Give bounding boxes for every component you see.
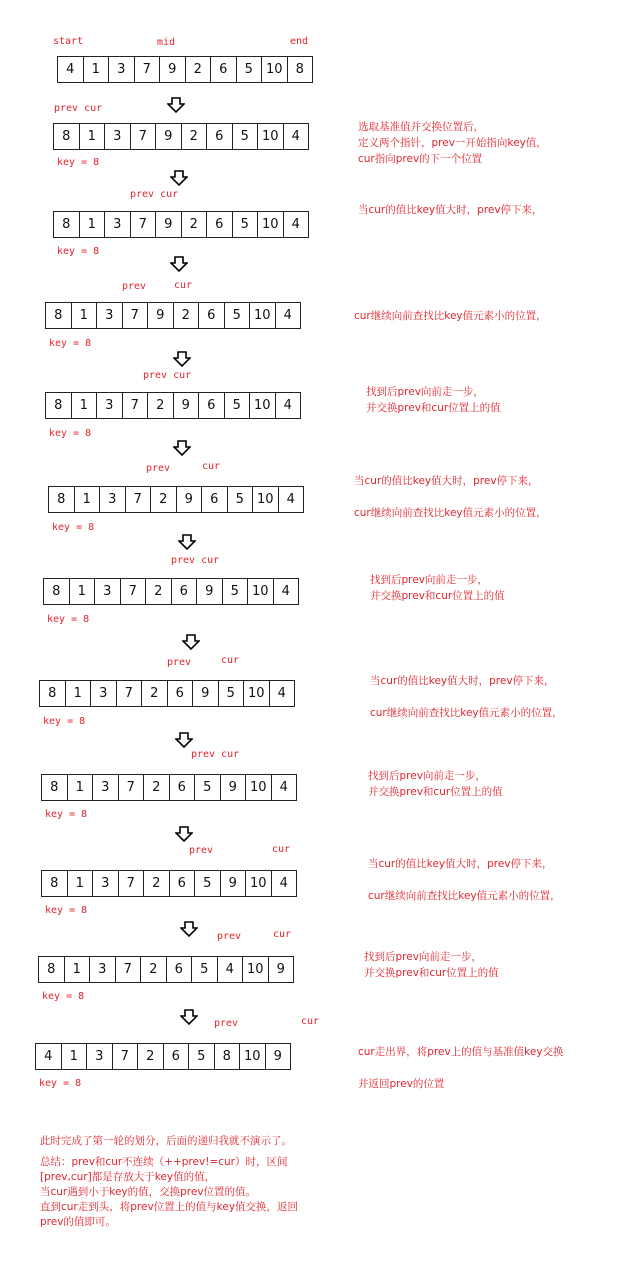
array-cell: 7: [135, 57, 161, 83]
array-cell: 3: [87, 1044, 113, 1070]
array-cell: 9: [156, 212, 182, 238]
cur-pointer-label: cur: [174, 280, 193, 291]
key-label: key = 8: [45, 905, 88, 916]
array-cell: 9: [174, 393, 200, 419]
array-cell: 10: [250, 393, 276, 419]
array-cell: 5: [192, 957, 218, 983]
array-cell: 4: [284, 124, 310, 150]
array-cell: 4: [218, 957, 244, 983]
array-cell: 2: [144, 775, 170, 801]
array-cell: 9: [193, 681, 219, 707]
prev-pointer-label: prev: [217, 931, 242, 942]
array-cell: 2: [186, 57, 212, 83]
array-cell: 1: [68, 871, 94, 897]
array-cell: 2: [151, 487, 177, 513]
step-note: 找到后prev向前走一步， 并交换prev和cur位置上的值: [364, 951, 499, 979]
array-row-initial: [57, 56, 313, 83]
summary-line-1: 此时完成了第一轮的划分，后面的递归我就不演示了。: [40, 1135, 292, 1147]
array-cell: 9: [160, 57, 186, 83]
array-cell: 6: [164, 1044, 190, 1070]
array-cell: 7: [119, 775, 145, 801]
array-row-step-5: [48, 486, 304, 513]
array-cell: 2: [174, 303, 200, 329]
key-label: key = 8: [43, 716, 86, 727]
array-cell: 7: [123, 303, 149, 329]
array-cell: 5: [233, 212, 259, 238]
array-cell: 3: [109, 57, 135, 83]
array-cell: 6: [202, 487, 228, 513]
key-label: key = 8: [42, 991, 85, 1002]
summary-text: [40, 1134, 320, 1230]
key-label: key = 8: [57, 157, 100, 168]
array-row-step-11: [35, 1043, 291, 1070]
pointer-labels: prev cur: [171, 555, 220, 566]
down-arrow-icon: [180, 1009, 198, 1025]
key-label: key = 8: [49, 338, 92, 349]
array-cell: 6: [207, 124, 233, 150]
array-cell: 4: [276, 303, 302, 329]
array-row-step-7: [39, 680, 295, 707]
array-cell: 10: [246, 775, 272, 801]
array-cell: 7: [121, 579, 147, 605]
array-cell: 8: [42, 871, 68, 897]
pointer-labels: prev cur: [130, 189, 179, 200]
down-arrow-icon: [182, 634, 200, 650]
array-cell: 8: [46, 393, 72, 419]
array-cell: 4: [279, 487, 305, 513]
array-cell: 5: [233, 124, 259, 150]
array-cell: 8: [215, 1044, 241, 1070]
step-note: 当cur的值比key值大时，prev停下来， cur继续向前查找比key值元素小的位置，: [368, 858, 561, 902]
array-cell: 9: [197, 579, 223, 605]
step-note: cur继续向前查找比key值元素小的位置，: [354, 310, 547, 322]
down-arrow-icon: [173, 351, 191, 367]
key-label: key = 8: [45, 809, 88, 820]
array-cell: 5: [195, 775, 221, 801]
array-cell: 10: [262, 57, 288, 83]
pointer-labels: prev cur: [54, 103, 103, 114]
array-cell: 7: [117, 681, 143, 707]
array-row-step-2: [53, 211, 309, 238]
array-cell: 7: [116, 957, 142, 983]
array-cell: 10: [240, 1044, 266, 1070]
array-cell: 8: [40, 681, 66, 707]
array-cell: 3: [91, 681, 117, 707]
array-cell: 1: [72, 303, 98, 329]
array-cell: 4: [284, 212, 310, 238]
array-cell: 10: [253, 487, 279, 513]
cur-pointer-label: cur: [272, 844, 291, 855]
step-note: 当cur的值比key值大时，prev停下来，: [358, 204, 543, 216]
array-cell: 9: [221, 775, 247, 801]
prev-pointer-label: prev: [122, 281, 147, 292]
array-cell: 2: [148, 393, 174, 419]
array-cell: 5: [219, 681, 245, 707]
array-cell: 9: [148, 303, 174, 329]
array-cell: 7: [113, 1044, 139, 1070]
array-cell: 6: [199, 393, 225, 419]
array-cell: 6: [168, 681, 194, 707]
array-cell: 3: [90, 957, 116, 983]
end-pointer-label: end: [290, 36, 309, 47]
array-cell: 5: [223, 579, 249, 605]
array-cell: 4: [276, 393, 302, 419]
array-cell: 5: [225, 393, 251, 419]
key-label: key = 8: [47, 614, 90, 625]
array-row-step-10: [38, 956, 294, 983]
cur-pointer-label: cur: [221, 655, 240, 666]
array-cell: 10: [258, 124, 284, 150]
array-cell: 10: [248, 579, 274, 605]
array-cell: 4: [270, 681, 296, 707]
array-row-step-4: [45, 392, 301, 419]
array-row-step-9: [41, 870, 297, 897]
array-cell: 1: [70, 579, 96, 605]
array-cell: 3: [93, 871, 119, 897]
array-cell: 8: [39, 957, 65, 983]
start-pointer-label: start: [53, 36, 84, 47]
array-cell: 5: [225, 303, 251, 329]
array-cell: 8: [54, 124, 80, 150]
array-row-step-3: [45, 302, 301, 329]
step-note: 找到后prev向前走一步， 并交换prev和cur位置上的值: [366, 386, 501, 414]
array-cell: 9: [221, 871, 247, 897]
step-note: 当cur的值比key值大时，prev停下来， cur继续向前查找比key值元素小的位置，: [354, 475, 547, 519]
array-row-step-8: [41, 774, 297, 801]
array-cell: 9: [266, 1044, 292, 1070]
pointer-labels: prev cur: [191, 749, 240, 760]
cur-pointer-label: cur: [273, 929, 292, 940]
array-cell: 10: [258, 212, 284, 238]
array-cell: 5: [189, 1044, 215, 1070]
prev-pointer-label: prev: [214, 1018, 239, 1029]
array-cell: 2: [144, 871, 170, 897]
pointer-labels: prev cur: [143, 370, 192, 381]
array-cell: 4: [272, 871, 298, 897]
array-cell: 7: [119, 871, 145, 897]
array-cell: 2: [138, 1044, 164, 1070]
array-cell: 1: [65, 957, 91, 983]
array-cell: 4: [274, 579, 300, 605]
array-cell: 2: [141, 957, 167, 983]
array-cell: 10: [250, 303, 276, 329]
array-cell: 1: [84, 57, 110, 83]
array-cell: 7: [131, 124, 157, 150]
array-cell: 1: [80, 124, 106, 150]
step-note: 找到后prev向前走一步， 并交换prev和cur位置上的值: [370, 574, 505, 602]
array-cell: 6: [167, 957, 193, 983]
array-cell: 9: [269, 957, 295, 983]
key-label: key = 8: [49, 428, 92, 439]
array-cell: 8: [54, 212, 80, 238]
array-cell: 4: [58, 57, 84, 83]
array-cell: 8: [46, 303, 72, 329]
summary-line-2: 总结：prev和cur不连续（++prev!=cur）时，区间[prev,cur]都是存放大于key值的值， 当cur遇到小于key的值，交换prev位置的值。 直到cur走到头，将prev位置上的值与key值交换，返回prev的值即可。: [40, 1156, 299, 1228]
array-cell: 9: [177, 487, 203, 513]
step-note: cur走出界，将prev上的值与基准值key交换 并返回prev的位置: [358, 1046, 564, 1090]
array-cell: 2: [146, 579, 172, 605]
array-cell: 7: [126, 487, 152, 513]
array-cell: 1: [66, 681, 92, 707]
array-cell: 3: [105, 212, 131, 238]
array-cell: 3: [97, 303, 123, 329]
array-cell: 9: [156, 124, 182, 150]
array-cell: 8: [44, 579, 70, 605]
array-cell: 6: [211, 57, 237, 83]
down-arrow-icon: [178, 534, 196, 550]
step-note: 当cur的值比key值大时，prev停下来， cur继续向前查找比key值元素小的位置，: [370, 675, 563, 719]
array-cell: 3: [100, 487, 126, 513]
prev-pointer-label: prev: [189, 845, 214, 856]
mid-pointer-label: mid: [157, 37, 176, 48]
array-cell: 3: [95, 579, 121, 605]
down-arrow-icon: [180, 921, 198, 937]
array-cell: 3: [93, 775, 119, 801]
down-arrow-icon: [170, 170, 188, 186]
down-arrow-icon: [167, 97, 185, 113]
prev-pointer-label: prev: [146, 463, 171, 474]
array-cell: 3: [105, 124, 131, 150]
array-cell: 5: [195, 871, 221, 897]
array-cell: 1: [80, 212, 106, 238]
array-row-step-1: [53, 123, 309, 150]
array-cell: 1: [62, 1044, 88, 1070]
array-cell: 7: [123, 393, 149, 419]
key-label: key = 8: [39, 1078, 82, 1089]
array-cell: 6: [170, 871, 196, 897]
array-cell: 2: [182, 212, 208, 238]
step-note: 找到后prev向前走一步， 并交换prev和cur位置上的值: [368, 770, 503, 798]
array-cell: 1: [72, 393, 98, 419]
array-cell: 2: [182, 124, 208, 150]
cur-pointer-label: cur: [301, 1016, 320, 1027]
key-label: key = 8: [57, 246, 100, 257]
array-cell: 5: [228, 487, 254, 513]
array-cell: 6: [207, 212, 233, 238]
array-cell: 8: [49, 487, 75, 513]
array-cell: 10: [243, 957, 269, 983]
array-cell: 3: [97, 393, 123, 419]
array-cell: 6: [199, 303, 225, 329]
cur-pointer-label: cur: [202, 461, 221, 472]
step-note: 选取基准值并交换位置后， 定义两个指针，prev一开始指向key值， cur指向prev的下一个位置: [358, 121, 547, 165]
key-label: key = 8: [52, 522, 95, 533]
array-cell: 6: [172, 579, 198, 605]
array-cell: 10: [244, 681, 270, 707]
array-cell: 1: [68, 775, 94, 801]
down-arrow-icon: [170, 256, 188, 272]
array-cell: 4: [36, 1044, 62, 1070]
array-cell: 1: [75, 487, 101, 513]
prev-pointer-label: prev: [167, 657, 192, 668]
array-cell: 4: [272, 775, 298, 801]
array-cell: 7: [131, 212, 157, 238]
array-row-step-6: [43, 578, 299, 605]
down-arrow-icon: [173, 440, 191, 456]
array-cell: 10: [246, 871, 272, 897]
array-cell: 8: [288, 57, 314, 83]
array-cell: 6: [170, 775, 196, 801]
down-arrow-icon: [175, 732, 193, 748]
array-cell: 2: [142, 681, 168, 707]
array-cell: 8: [42, 775, 68, 801]
array-cell: 5: [237, 57, 263, 83]
down-arrow-icon: [175, 826, 193, 842]
